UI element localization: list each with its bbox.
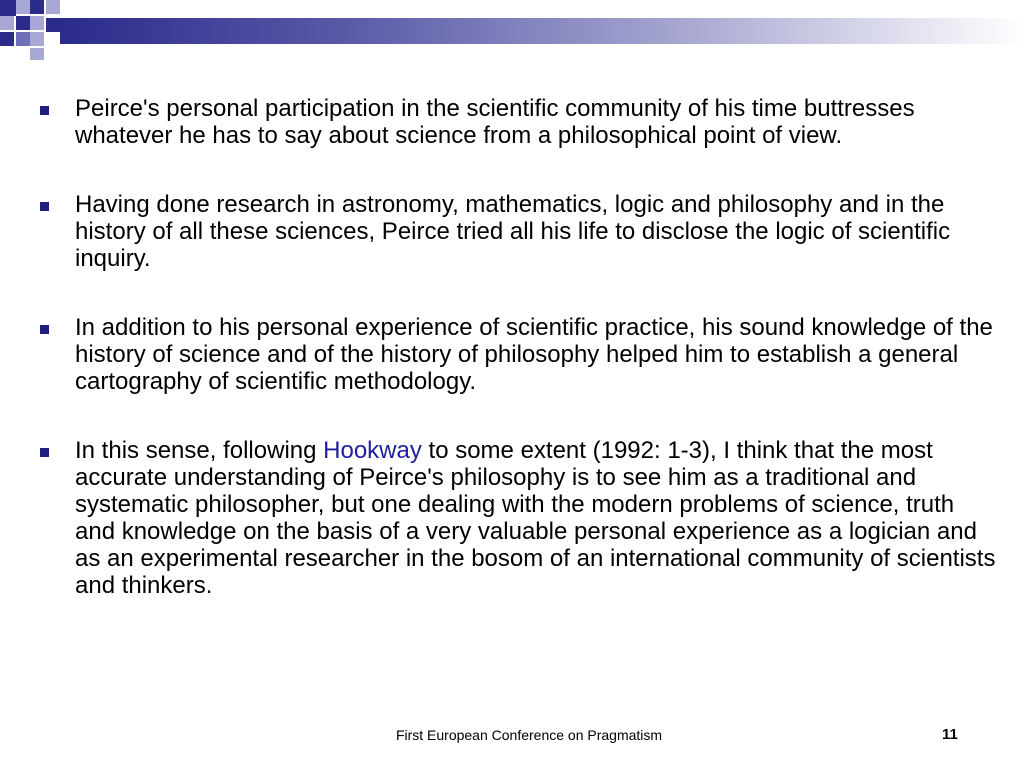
bullet-text-before: In this sense, following	[75, 437, 324, 464]
bullet-item	[36, 314, 996, 395]
slide-content	[36, 95, 996, 641]
bullet-square-icon	[40, 202, 49, 211]
bullet-text: Peirce's personal participation in the scientific community of his time buttresses whatever he has to say about science from a philosophical point of view.	[75, 95, 915, 149]
header-square	[0, 0, 16, 16]
bullet-square-icon	[40, 106, 49, 115]
header-gradient-bar	[60, 18, 1024, 44]
header-square	[46, 18, 60, 32]
header-square	[0, 32, 14, 46]
header-square	[16, 32, 30, 46]
header-square	[16, 16, 30, 30]
header-square	[30, 32, 44, 46]
header-square	[46, 0, 60, 14]
page-number: 11	[942, 726, 958, 743]
footer-conference-title: First European Conference on Pragmatism	[395, 727, 663, 743]
header-square	[30, 0, 44, 14]
bullet-item	[36, 95, 996, 149]
bullet-text: In addition to his personal experience of scientific practice, his sound knowledge of the history of science and of the history of philosophy helped him to establish a general cartography of scientific methodology.	[75, 314, 993, 395]
bullet-square-icon	[40, 448, 49, 457]
bullet-text-after: to some extent (1992: 1-3), I think that the most accurate understanding of Peirce's philosophy is to see him as a traditional and systematic philosopher, but one dealing with the modern problems of science, truth and knowledge on the basis of a very valuable personal experience as a logician and as an experimental researcher in the bosom of an international community of scientists and thinkers.	[75, 437, 996, 599]
header-square	[0, 16, 14, 30]
header-square	[16, 0, 30, 14]
bullet-square-icon	[40, 325, 49, 334]
header-square	[30, 48, 44, 60]
bullet-item	[36, 437, 996, 599]
hookway-link[interactable]: Hookway	[323, 437, 422, 464]
header-decoration	[0, 0, 1024, 64]
bullet-item	[36, 191, 996, 272]
bullet-text: Having done research in astronomy, mathematics, logic and philosophy and in the history of all these sciences, Peirce tried all his life to disclose the logic of scientific inquiry.	[75, 191, 951, 272]
header-square	[30, 16, 44, 30]
